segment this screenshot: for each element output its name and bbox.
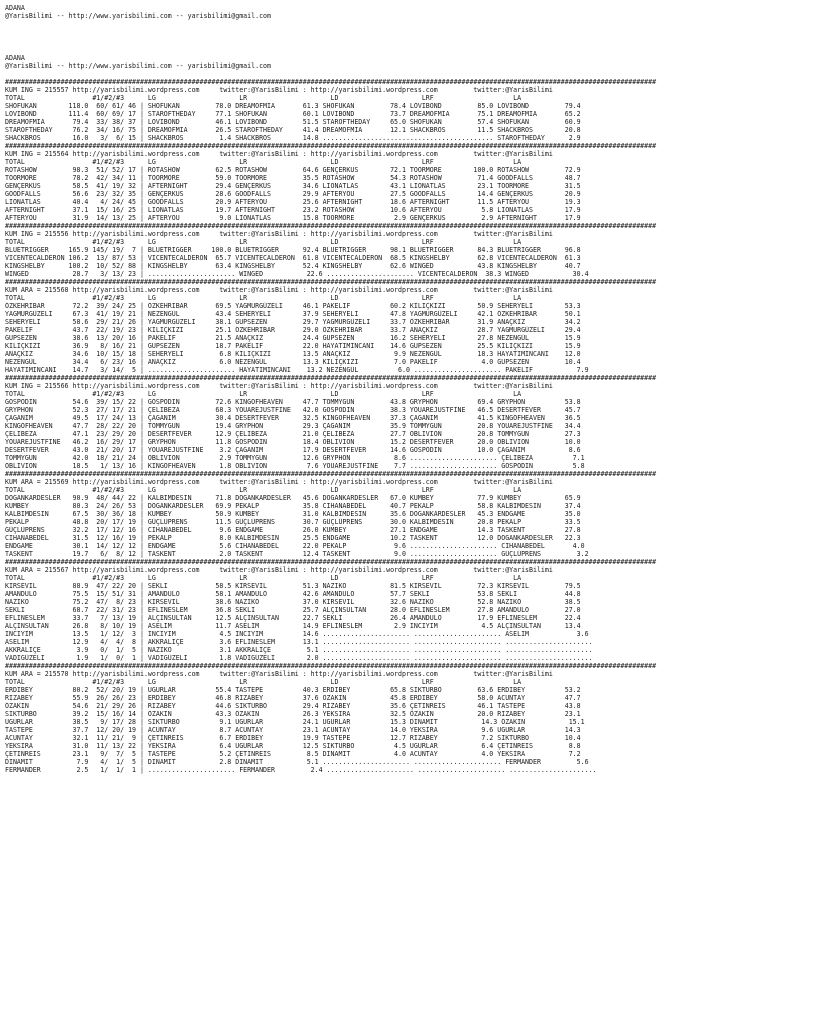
result-row: GÜÇLÜPRENS 32.2 17/ 12/ 16 | CIHANABEDEL 9.6 ENDGAME 26.0 KUMBEY 27.1 ENDGAME 14.3 TASKENT 27.8	[5, 526, 581, 534]
result-row: TOORMORE 78.2 42/ 34/ 11 | TOORMORE 59.0 TOORMORE 35.5 ROTASHOW 54.3 ROTASHOW 71.4 GOODFALLS 48.7	[5, 174, 581, 182]
result-row: GOODFALLS 56.6 23/ 32/ 35 | GENÇERKUS 28.6 GOODFALLS 29.9 AFTERYOU 27.5 GOODFALLS 14.4 GENÇERKUS 20.9	[5, 190, 581, 198]
race-block	[5, 470, 817, 558]
race-header-line: KUM ARA = 215568 http://yarisbilimi.wordpress.com twitter:@YarisBilimi : http://yarisbilimi.wordpress.com twitter:@YarisBilimi	[5, 286, 553, 294]
result-row: SIKTURBO 39.2 15/ 16/ 14 | ÖZAKIN 43.3 ÖZAKIN 26.3 YEKSIRA 32.5 ÖZAKIN 20.0 RIZABEY 23.1	[5, 710, 581, 718]
race-header-line: KUM ING = 215556 http://yarisbilimi.wordpress.com twitter:@YarisBilimi : http://yarisbilimi.wordpress.com twitter:@YarisBilimi	[5, 230, 553, 238]
result-row: DREAMOFMIA 79.4 33/ 38/ 37 | LOVIBOND 46.1 LOVIBOND 51.5 STAROFTHEDAY 65.0 SHOFUKAN 57.4 SHOFUKAN 60.9	[5, 118, 581, 126]
race-block	[5, 78, 817, 142]
result-row: YOUAREJUSTFINE 46.2 16/ 29/ 17 | GRYPHON 11.8 GOSPODIN 18.4 OBLIVION 15.2 DESERTFEVER 20.0 OBLIVION 10.0	[5, 438, 581, 446]
result-row: SHOFUKAN 118.0 60/ 61/ 46 | SHOFUKAN 78.0 DREAMOFMIA 61.3 SHOFUKAN 78.4 LOVIBOND 85.0 LOVIBOND 79.4	[5, 102, 581, 110]
result-row: GOSPODIN 54.6 39/ 15/ 22 | GOSPODIN 72.6 KINGOFHEAVEN 47.7 TOMMYGUN 43.8 GRYPHON 69.4 GRYPHON 53.8	[5, 398, 581, 406]
result-row: NAZIKO 75.2 47/ 8/ 23 | KIRSEVIL 38.6 NAZIKO 37.0 KIRSEVIL 32.6 NAZIKO 52.8 NAZIKO 38.5	[5, 598, 581, 606]
column-header-line: TOTAL #1/#2/#3 LG LR LD LRF LA	[5, 238, 522, 246]
race-header-line: KUM ARA = 215569 http://yarisbilimi.wordpress.com twitter:@YarisBilimi : http://yarisbilimi.wordpress.com twitter:@YarisBilimi	[5, 478, 553, 486]
race-header-line: KUM ING = 215557 http://yarisbilimi.wordpress.com twitter:@YarisBilimi : http://yarisbilimi.wordpress.com twitter:@YarisBilimi	[5, 86, 553, 94]
result-row: FERMANDER 2.5 1/ 1/ 1 | ...................... FERMANDER 2.4 ...................... ...................... ......................	[5, 766, 597, 774]
race-block	[5, 142, 817, 222]
separator-line: ####################################################################################################################################################################	[5, 78, 657, 86]
result-row: STAROFTHEDAY 76.2 34/ 16/ 75 | DREAMOFMIA 26.5 STAROFTHEDAY 41.4 DREAMOFMIA 12.1 SHACKBROS 11.5 SHACKBROS 20.8	[5, 126, 581, 134]
result-row: DOGANKARDESLER 90.9 48/ 44/ 22 | KALBIMDESIN 71.8 DOGANKARDESLER 45.6 DOGANKARDESLER 67.0 KUMBEY 77.9 KUMBEY 65.9	[5, 494, 581, 502]
result-row: ACUNTAY 32.1 11/ 21/ 9 | ÇETINREIS 6.7 ERDIBEY 19.9 TASTEPE 12.7 RIZABEY 7.2 SIKTURBO 10.4	[5, 734, 581, 742]
result-row: KUMBEY 80.3 24/ 26/ 53 | DOGANKARDESLER 69.9 PEKALP 35.8 CIHANABEDEL 40.7 PEKALP 58.8 KALBIMDESIN 37.4	[5, 502, 581, 510]
document-body	[5, 4, 817, 774]
result-row: LOVIBOND 111.4 60/ 69/ 17 | STAROFTHEDAY 77.1 SHOFUKAN 60.1 LOVIBOND 73.7 DREAMOFMIA 75.1 DREAMOFMIA 65.2	[5, 110, 581, 118]
spacer	[5, 20, 817, 54]
separator-line: ####################################################################################################################################################################	[5, 278, 657, 286]
race-header-line: KUM ING = 215564 http://yarisbilimi.wordpress.com twitter:@YarisBilimi : http://yarisbilimi.wordpress.com twitter:@YarisBilimi	[5, 150, 553, 158]
column-header-line: TOTAL #1/#2/#3 LG LR LD LRF LA	[5, 158, 522, 166]
result-row: ÇELIBEZA 47.1 23/ 29/ 20 | DESERTFEVER 12.9 ÇELIBEZA 21.0 ÇELIBEZA 27.7 OBLIVION 20.8 TOMMYGUN 27.3	[5, 430, 581, 438]
result-row: ROTASHOW 98.3 51/ 52/ 17 | ROTASHOW 62.5 ROTASHOW 64.6 GENÇERKUS 72.1 TOORMORE 100.0 ROTASHOW 72.9	[5, 166, 581, 174]
column-header-line: TOTAL #1/#2/#3 LG LR LD LRF LA	[5, 486, 522, 494]
result-row: NEZENGÜL 34.4 6/ 23/ 16 | ANAÇKIZ 6.0 NEZENGÜL 13.3 KILIÇKIZI 7.0 PAKELIF 4.0 GUPSEZEN 10.4	[5, 358, 581, 366]
result-row: AMANDULO 75.5 15/ 51/ 31 | AMANDULO 58.1 AMANDULO 42.6 AMANDULO 57.7 SEKLI 53.8 SEKLI 44.8	[5, 590, 581, 598]
header-contact-repeat: @YarisBilimi -- http://www.yarisbilimi.com -- yarisbilimi@gmail.com	[5, 62, 271, 70]
header-city: ADANA	[5, 4, 25, 12]
result-row: EFLINESLEM 33.7 7/ 13/ 19 | ALÇINSULTAN 12.5 ALÇINSULTAN 22.7 SEKLI 26.4 AMANDULO 17.9 EFLINESLEM 22.4	[5, 614, 581, 622]
separator-line: ####################################################################################################################################################################	[5, 662, 657, 670]
result-row: YEKSIRA 31.0 11/ 13/ 22 | YEKSIRA 6.4 UGURLAR 12.5 SIKTURBO 4.5 UGURLAR 6.4 ÇETINREIS 8.8	[5, 742, 581, 750]
separator-line: ####################################################################################################################################################################	[5, 374, 657, 382]
result-row: DINAMIT 7.9 4/ 1/ 5 | DINAMIT 2.8 DINAMIT 5.1 ...................... ...................... FERMANDER 5.6	[5, 758, 589, 766]
column-header-line: TOTAL #1/#2/#3 LG LR LD LRF LA	[5, 94, 522, 102]
result-row: SHACKBROS 16.0 3/ 6/ 15 | SHACKBROS 1.4 SHACKBROS 14.8 ........................................... STAROFTHEDAY 2.9	[5, 134, 581, 142]
result-row: AFTERNIGHT 37.1 15/ 16/ 25 | LIONATLAS 19.7 AFTERNIGHT 23.2 ROTASHOW 10.6 AFTERYOU 5.8 LIONATLAS 17.9	[5, 206, 581, 214]
race-block	[5, 278, 817, 374]
result-row: TASTEPE 37.7 12/ 20/ 19 | ACUNTAY 8.7 ACUNTAY 23.1 ACUNTAY 14.0 YEKSIRA 9.6 UGURLAR 14.3	[5, 726, 581, 734]
result-row: INCIYIM 13.5 1/ 12/ 3 | INCIYIM 4.5 INCIYIM 14.6 ...................... ...................... ASELIM 3.6	[5, 630, 589, 638]
result-row: WINGED 28.7 3/ 13/ 23 | ...................... WINGED 22.6 ...................... VICENTECALDERON 38.3 WINGED 30.4	[5, 270, 589, 278]
result-row: TASKENT 19.7 6/ 8/ 12 | TASKENT 2.0 TASKENT 12.4 TASKENT 9.0 ...................... GÜÇLÜPRENS 3.2	[5, 550, 589, 558]
result-row: VADIGÜZELI 1.9 1/ 0/ 1 | VADIGÜZELI 1.8 VADIGÜZELI 2.0 ...................... ...................... ......................	[5, 654, 593, 662]
column-header-line: TOTAL #1/#2/#3 LG LR LD LRF LA	[5, 294, 522, 302]
result-row: PAKELIF 43.7 22/ 19/ 23 | KILIÇKIZI 25.1 ÖZKEHRIBAR 29.0 ÖZKEHRIBAR 33.7 ANAÇKIZ 28.7 YAGMURGÜZELI 29.4	[5, 326, 581, 334]
race-block	[5, 374, 817, 470]
result-row: DESERTFEVER 43.0 21/ 20/ 17 | YOUAREJUSTFINE 3.2 ÇAGANIM 17.9 DESERTFEVER 14.6 GOSPODIN 10.0 ÇAGANIM 8.6	[5, 446, 581, 454]
result-row: SEKLI 68.7 22/ 31/ 23 | EFLINESLEM 36.8 SEKLI 25.7 ALÇINSULTAN 28.0 EFLINESLEM 27.8 AMANDULO 27.0	[5, 606, 581, 614]
result-row: KILIÇKIZI 36.9 8/ 16/ 21 | GUPSEZEN 18.7 PAKELIF 22.0 HAYATIMINCANI 14.6 GUPSEZEN 25.5 KILIÇKIZI 15.9	[5, 342, 581, 350]
result-row: RIZABEY 55.9 26/ 26/ 23 | ERDIBEY 46.8 RIZABEY 37.6 ÖZAKIN 45.8 ERDIBEY 58.0 ACUNTAY 47.7	[5, 694, 581, 702]
race-header-line: KUM ING = 215566 http://yarisbilimi.wordpress.com twitter:@YarisBilimi : http://yarisbilimi.wordpress.com twitter:@YarisBilimi	[5, 382, 553, 390]
header-city-repeat: ADANA	[5, 54, 25, 62]
result-row: GUPSEZEN 38.6 13/ 20/ 16 | PAKELIF 21.5 ANAÇKIZ 24.4 GUPSEZEN 16.2 SEHERYELI 27.8 NEZENGÜL 15.9	[5, 334, 581, 342]
result-row: VICENTECALDERON 106.2 13/ 87/ 53 | VICENTECALDERON 65.7 VICENTECALDERON 61.8 VICENTECALDERON 68.5 KINGSHELBY 62.8 VICENTECALDERON 61.3	[5, 254, 581, 262]
result-row: ÖZKEHRIBAR 72.2 39/ 24/ 25 | ÖZKEHRIBAR 69.5 YAGMURGÜZELI 46.1 PAKELIF 60.2 KILIÇKIZI 50.9 SEHERYELI 53.3	[5, 302, 581, 310]
result-row: LIONATLAS 40.4 4/ 24/ 45 | GOODFALLS 20.9 AFTERYOU 25.6 AFTERNIGHT 18.6 AFTERNIGHT 11.5 AFTERYOU 19.3	[5, 198, 581, 206]
result-row: UGURLAR 38.5 9/ 17/ 28 | SIKTURBO 9.1 UGURLAR 24.1 UGURLAR 15.3 DINAMIT 14.3 ÖZAKIN 15.1	[5, 718, 585, 726]
result-row: KINGSHELBY 100.2 10/ 52/ 88 | KINGSHELBY 63.4 KINGSHELBY 52.4 KINGSHELBY 62.6 WINGED 43.8 KINGSHELBY 40.7	[5, 262, 581, 270]
result-row: AKKRALIÇE 3.9 0/ 1/ 5 | NAZIKO 3.1 AKKRALIÇE 5.1 ...................... ...................... ......................	[5, 646, 593, 654]
result-row: OBLIVION 18.5 1/ 13/ 16 | KINGOFHEAVEN 1.8 OBLIVION 7.6 YOUAREJUSTFINE 7.7 ...................... GOSPODIN 5.8	[5, 462, 585, 470]
result-row: CIHANABEDEL 31.5 12/ 16/ 19 | PEKALP 8.0 KALBIMDESIN 25.5 ENDGAME 10.2 TASKENT 12.0 DOGANKARDESLER 22.3	[5, 534, 581, 542]
separator-line: ####################################################################################################################################################################	[5, 222, 657, 230]
result-row: ÇAGANIM 49.5 17/ 24/ 13 | ÇAGANIM 30.4 DESERTFEVER 32.5 KINGOFHEAVEN 37.3 ÇAGANIM 41.5 KINGOFHEAVEN 36.5	[5, 414, 581, 422]
result-row: AFTERYOU 31.9 14/ 13/ 25 | AFTERYOU 9.0 LIONATLAS 15.8 TOORMORE 2.9 GENÇERKUS 2.9 AFTERNIGHT 17.9	[5, 214, 581, 222]
result-row: ANAÇKIZ 34.6 10/ 15/ 18 | SEHERYELI 6.8 KILIÇKIZI 13.5 ANAÇKIZ 9.9 NEZENGÜL 18.3 HAYATIMINCANI 12.0	[5, 350, 581, 358]
separator-line: ####################################################################################################################################################################	[5, 142, 657, 150]
header-contact: @YarisBilimi -- http://www.yarisbilimi.com -- yarisbilimi@gmail.com	[5, 12, 271, 20]
column-header-line: TOTAL #1/#2/#3 LG LR LD LRF LA	[5, 390, 522, 398]
result-row: ALÇINSULTAN 26.8 8/ 10/ 19 | ASELIM 11.7 ASELIM 14.9 EFLINESLEM 2.9 INCIYIM 4.5 ALÇINSULTAN 13.4	[5, 622, 581, 630]
column-header-line: TOTAL #1/#2/#3 LG LR LD LRF LA	[5, 574, 522, 582]
column-header-line: TOTAL #1/#2/#3 LG LR LD LRF LA	[5, 678, 522, 686]
separator-line: ####################################################################################################################################################################	[5, 558, 657, 566]
result-row: KINGOFHEAVEN 47.7 28/ 22/ 20 | TOMMYGUN 19.4 GRYPHON 29.3 ÇAGANIM 35.9 TOMMYGUN 20.8 YOUAREJUSTFINE 34.4	[5, 422, 581, 430]
result-row: TOMMYGUN 42.0 18/ 21/ 24 | OBLIVION 2.9 TOMMYGUN 12.6 GRYPHON 8.6 ...................... ÇELIBEZA 7.1	[5, 454, 585, 462]
result-row: GRYPHON 52.3 27/ 17/ 21 | ÇELIBEZA 68.3 YOUAREJUSTFINE 42.0 GOSPODIN 38.3 YOUAREJUSTFINE 46.5 DESERTFEVER 45.7	[5, 406, 581, 414]
result-row: ENDGAME 30.1 14/ 12/ 12 | ENDGAME 5.6 CIHANABEDEL 22.0 PEKALP 9.6 ...................... CIHANABEDEL 4.0	[5, 542, 585, 550]
separator-line: ####################################################################################################################################################################	[5, 470, 657, 478]
result-row: GENÇERKUS 58.5 41/ 19/ 32 | AFTERNIGHT 29.4 GENÇERKUS 34.6 LIONATLAS 43.1 LIONATLAS 23.1 TOORMORE 31.5	[5, 182, 581, 190]
race-block	[5, 558, 817, 662]
race-header-line: KUM ARA = 215567 http://yarisbilimi.wordpress.com twitter:@YarisBilimi : http://yarisbilimi.wordpress.com twitter:@YarisBilimi	[5, 566, 553, 574]
result-row: ÖZAKIN 54.6 21/ 29/ 26 | RIZABEY 44.6 SIKTURBO 29.4 RIZABEY 35.6 ÇETINREIS 46.1 TASTEPE 43.8	[5, 702, 581, 710]
race-block	[5, 662, 817, 774]
result-row: KALBIMDESIN 67.5 30/ 36/ 18 | KUMBEY 50.9 KUMBEY 31.0 KALBIMDESIN 35.6 DOGANKARDESLER 45.3 ENDGAME 35.0	[5, 510, 581, 518]
result-row: ERDIBEY 80.2 52/ 20/ 19 | UGURLAR 55.4 TASTEPE 40.3 ERDIBEY 65.8 SIKTURBO 63.6 ERDIBEY 53.2	[5, 686, 581, 694]
result-row: YAGMURGÜZELI 67.3 41/ 19/ 21 | NEZENGÜL 43.4 SEHERYELI 37.9 SEHERYELI 47.8 YAGMURGÜZELI 42.1 ÖZKEHRIBAR 50.1	[5, 310, 581, 318]
result-row: HAYATIMINCANI 14.7 3/ 14/ 5 | ...................... HAYATIMINCANI 13.2 NEZENGÜL 6.0 ...................... PAKELIF 7.9	[5, 366, 589, 374]
result-row: ÇETINREIS 23.1 9/ 7/ 5 | TASTEPE 5.2 ÇETINREIS 8.5 DINAMIT 4.0 ACUNTAY 4.0 YEKSIRA 7.2	[5, 750, 581, 758]
result-row: SEHERYELI 58.6 29/ 21/ 26 | YAGMURGÜZELI 38.1 GUPSEZEN 29.7 YAGMURGÜZELI 33.7 ÖZKEHRIBAR 31.9 ANAÇKIZ 34.2	[5, 318, 581, 326]
result-row: PEKALP 48.8 20/ 17/ 19 | GÜÇLÜPRENS 11.5 GÜÇLÜPRENS 30.7 GÜÇLÜPRENS 30.0 KALBIMDESIN 20.8 PEKALP 33.5	[5, 518, 581, 526]
result-row: KIRSEVIL 88.9 47/ 22/ 20 | SEKLI 58.5 KIRSEVIL 51.3 NAZIKO 81.5 KIRSEVIL 72.3 KIRSEVIL 79.5	[5, 582, 581, 590]
race-list	[5, 78, 817, 774]
race-block	[5, 222, 817, 278]
spacer	[5, 70, 817, 78]
result-row: BLUETRIGGER 165.9 145/ 19/ 7 | BLUETRIGGER 100.0 BLUETRIGGER 92.4 BLUETRIGGER 98.1 BLUETRIGGER 84.3 BLUETRIGGER 96.8	[5, 246, 581, 254]
result-row: ASELIM 12.9 4/ 4/ 8 | AKKRALIÇE 3.6 EFLINESLEM 13.1 ...................... ...................... ......................	[5, 638, 593, 646]
race-header-line: KUM ARA = 215570 http://yarisbilimi.wordpress.com twitter:@YarisBilimi : http://yarisbilimi.wordpress.com twitter:@YarisBilimi	[5, 670, 553, 678]
